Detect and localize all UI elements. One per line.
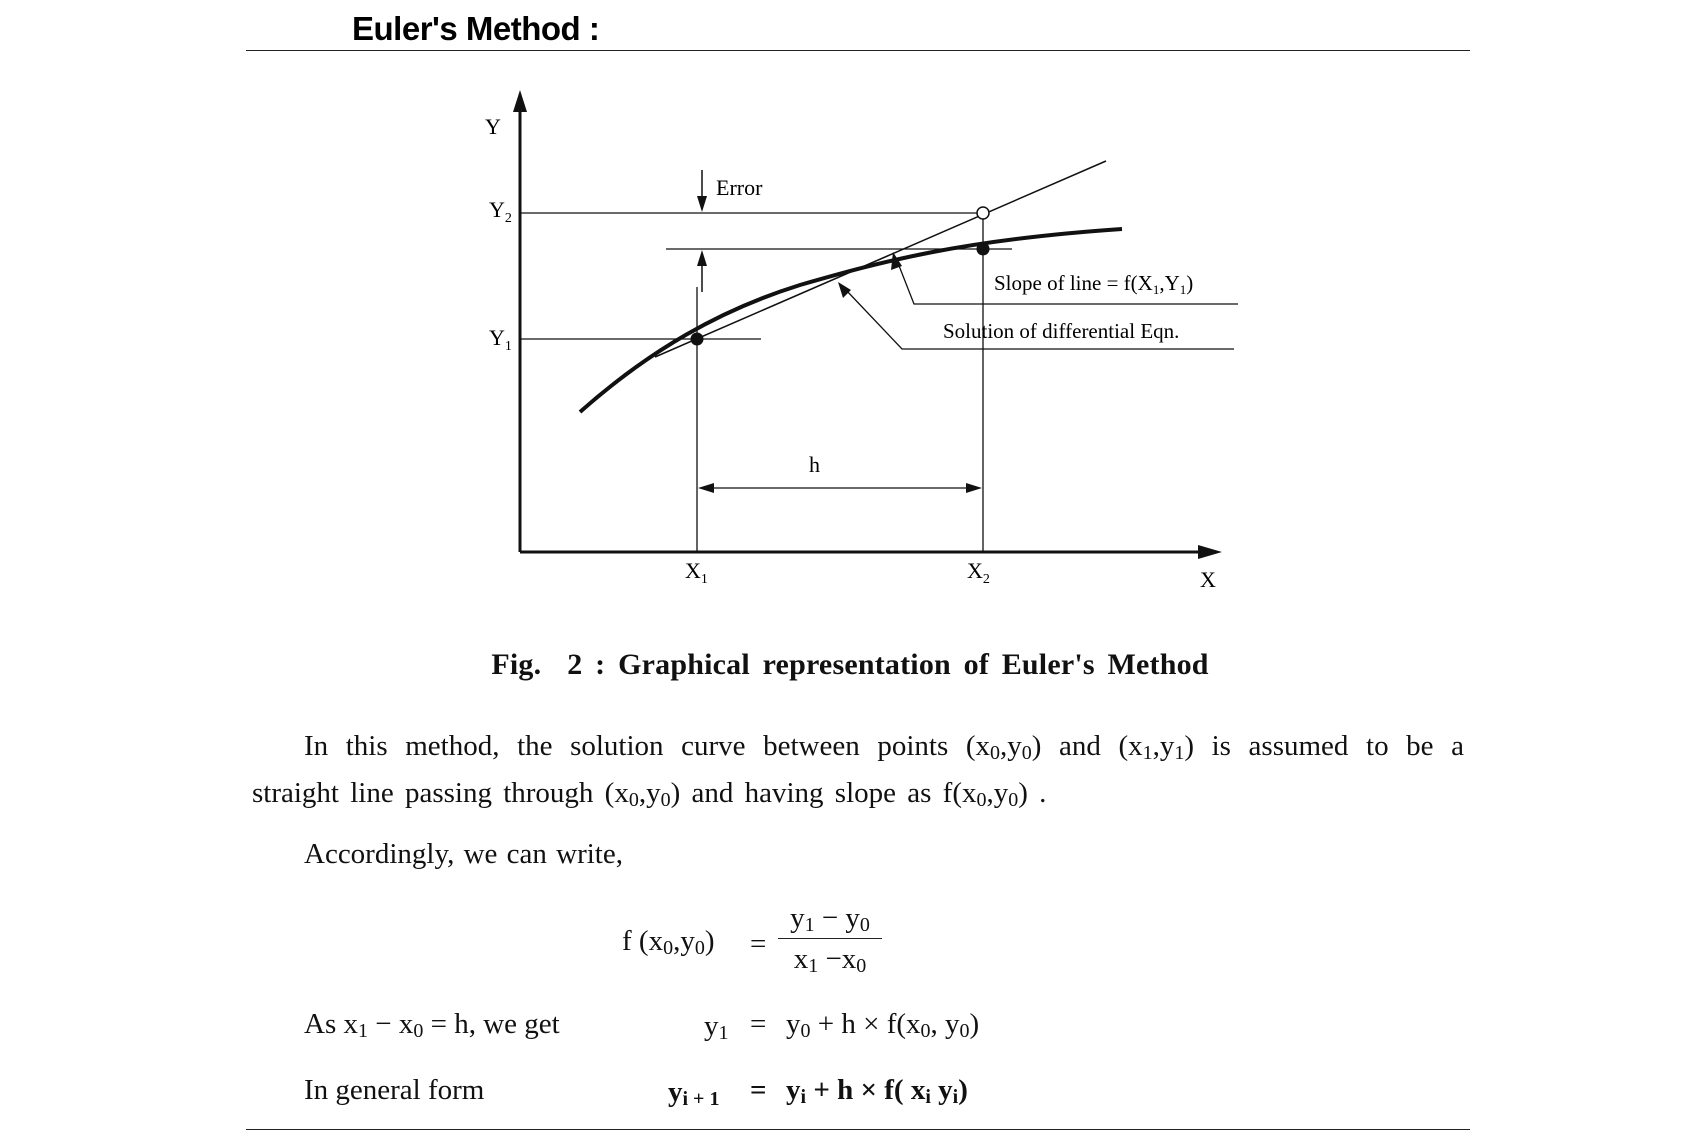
eq1-denominator: $x_1 -x_0$ (793, 943, 867, 977)
error-arrow-down-icon (697, 196, 707, 212)
x-axis-label: X (1200, 567, 1216, 592)
x2-label: $X_2$ (967, 558, 990, 587)
y-axis-arrow-icon (513, 90, 527, 112)
error-label: Error (716, 175, 763, 200)
point-x2-euler (977, 207, 989, 219)
accordingly-paragraph: Accordingly, we can write, (304, 838, 623, 870)
eq3-lhs: $y_{i + 1}$ (668, 1076, 720, 1110)
eq3-equals: = (750, 1074, 767, 1106)
eq2-equals: = (750, 1008, 767, 1040)
slope-label: Slope of line = f(X1,Y1) (994, 271, 1194, 297)
h-arrow-left-icon (698, 483, 714, 493)
eq1-fraction-bar (778, 938, 882, 939)
eq1-equals: = (750, 928, 767, 960)
error-arrow-up-icon (697, 250, 707, 266)
eq1-numerator: $y_1 - y_0$ (790, 902, 870, 936)
figure-caption: Fig. 2 : Graphical representation of Euler's Method (491, 648, 1209, 681)
eq3-rhs: $y_i + h \times f$( $x_i$ $y_i$) (786, 1074, 968, 1108)
y1-label: $Y_1$ (489, 325, 512, 354)
eq2-lhs: $y_1$ (704, 1010, 729, 1044)
eq1-lhs: f $(x_0,y_0)$ (622, 925, 715, 959)
solution-leader-arrow-icon (838, 282, 851, 298)
eq1-fraction (778, 900, 882, 977)
method-paragraph: In this method, the solution curve between points $(x_0,y_0)$ and $(x_1,y_1)$ is assumed to be a straight line passing through $(x_0,y_0)$ and having slope as $f(x_0,y_0)$ . (252, 730, 1464, 811)
point-x2-true (977, 243, 990, 256)
page-title: Euler's Method : (352, 10, 600, 47)
h-label: h (809, 452, 820, 477)
x-axis-arrow-icon (1198, 545, 1222, 559)
slope-leader-arrow-icon (891, 252, 902, 270)
eq3-prefix: In general form (304, 1074, 485, 1106)
y-axis-label: Y (485, 114, 501, 139)
x1-label: $X_1$ (685, 558, 708, 587)
eq2-rhs: $y_0 + h \times f(x_0$, $y_0$) (786, 1008, 980, 1042)
eq2-prefix: As $x_1 - x_0 = h$, we get (304, 1008, 560, 1042)
solution-label: Solution of differential Eqn. (943, 319, 1180, 343)
point-x1-y1 (691, 333, 704, 346)
y2-label: $Y_2$ (489, 197, 512, 226)
h-arrow-right-icon (966, 483, 982, 493)
